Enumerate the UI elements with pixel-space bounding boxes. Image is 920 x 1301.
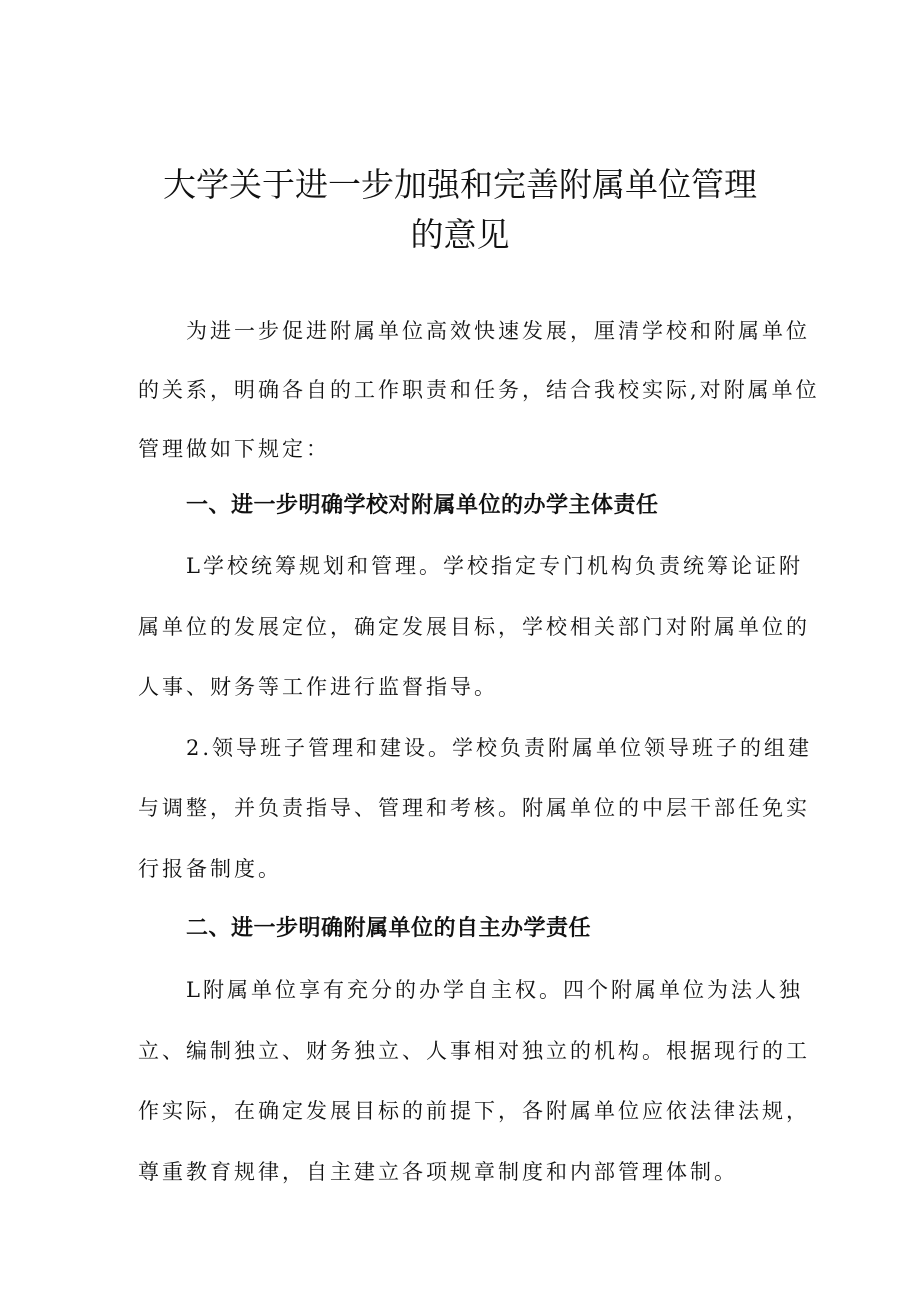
intro-line-1: 为进一步促进附属单位高效快速发展，厘清学校和附属单位 — [186, 319, 810, 343]
section-1-item-1-line-2: 属单位的发展定位，确定发展目标，学校相关部门对附属单位的 — [138, 615, 810, 639]
section-2-item-1-line-2: 立、编制独立、财务独立、人事相对独立的机构。根据现行的工 — [138, 1039, 810, 1063]
section-1-heading: 一、进一步明确学校对附属单位的办学主体责任 — [186, 493, 659, 518]
section-1-item-1-line-3: 人事、财务等工作进行监督指导。 — [138, 675, 498, 699]
section-1-item-2-line-2: 与调整，并负责指导、管理和考核。附属单位的中层干部任免实 — [138, 796, 810, 820]
intro-line-2: 的关系，明确各自的工作职责和任务，结合我校实际,对附属单位 — [138, 378, 820, 402]
section-1-item-2-line-3: 行报备制度。 — [138, 857, 282, 881]
section-2-heading: 二、进一步明确附属单位的自主办学责任 — [186, 916, 592, 941]
section-2-item-1-line-4: 尊重教育规律，自主建立各项规章制度和内部管理体制。 — [138, 1160, 738, 1184]
intro-line-3: 管理做如下规定： — [138, 437, 330, 461]
section-2-item-1-line-1: L附属单位享有充分的办学自主权。四个附属单位为法人独 — [186, 978, 803, 1002]
section-1-item-1-line-1: L学校统筹规划和管理。学校指定专门机构负责统筹论证附 — [186, 554, 803, 578]
section-1-item-2-line-1: 2.领导班子管理和建设。学校负责附属单位领导班子的组建 — [186, 736, 813, 760]
document-title-line-2: 的意见 — [410, 215, 510, 254]
section-2-item-1-line-3: 作实际，在确定发展目标的前提下，各附属单位应依法律法规， — [138, 1099, 810, 1123]
document-title-line-1: 大学关于进一步加强和完善附属单位管理 — [163, 165, 757, 204]
